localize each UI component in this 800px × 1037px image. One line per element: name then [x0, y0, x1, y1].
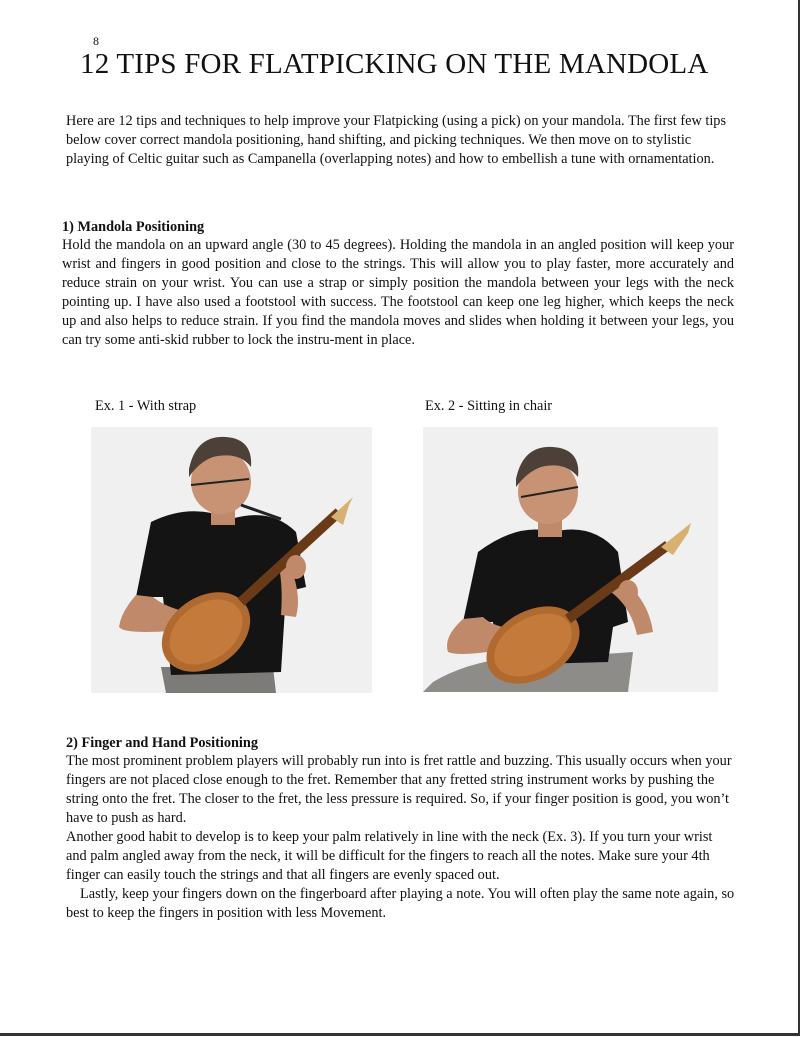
- section-2-paragraph-2: Another good habit to develop is to keep your palm relatively in line with the neck (Ex. 3). If you turn your wrist and palm angled away from the neck, it will be difficult for the fingers to reach all the notes. Make sure your 4th finger can easily touch the strings and that all fingers are evenly spaced out.: [66, 829, 713, 883]
- page-title: 12 TIPS FOR FLATPICKING ON THE MANDOLA: [80, 48, 709, 80]
- section-1-body: Hold the mandola on an upward angle (30 to 45 degrees). Holding the mandola in an angled position will keep your wrist and fingers in good position and close to the strings. This will allow you to play faster, more accurately and reduce strain on your wrist. You can use a strap or simply position the mandola between your legs with the neck pointing up. I have also used a footstool with success. The footstool can keep one leg higher, which keeps the neck up and also helps to reduce strain. If you find the mandola moves and slides when holding it between your legs, you can try some anti-skid rubber to lock the instru-ment in place.: [62, 237, 734, 348]
- section-1-heading: 1) Mandola Positioning: [62, 219, 205, 235]
- figure-1-caption: Ex. 1 - With strap: [95, 398, 197, 414]
- section-2-paragraph-3-text: Lastly, keep your fingers down on the fingerboard after playing a note. You will often play the same note again, so best to keep the fingers in position with less Movement.: [66, 886, 735, 921]
- section-2-paragraph-3: [66, 885, 736, 923]
- section-2-body: [66, 752, 736, 923]
- section-2-paragraph-1: The most prominent problem players will probably run into is fret rattle and buzzing. This usually occurs when your fingers are not placed close enough to the fret. Remember that any fretted string instrument works by pushing the string onto the fret. The closer to the fret, the less pressure is required. So, if your finger position is good, you won’t have to push as hard.: [66, 753, 732, 826]
- intro-paragraph: Here are 12 tips and techniques to help improve your Flatpicking (using a pick) on your mandola. The first few tips below cover correct mandola positioning, hand shifting, and picking techniques. We then move on to stylistic playing of Celtic guitar such as Campanella (overlapping notes) and how to embellish a tune with ornamentation.: [66, 113, 727, 167]
- photo-with-strap: [91, 427, 372, 693]
- page-number: 8: [93, 34, 99, 48]
- section-2-heading: 2) Finger and Hand Positioning: [66, 735, 258, 751]
- figure-2-caption: Ex. 2 - Sitting in chair: [425, 398, 553, 414]
- photo-sitting-in-chair: [423, 427, 718, 692]
